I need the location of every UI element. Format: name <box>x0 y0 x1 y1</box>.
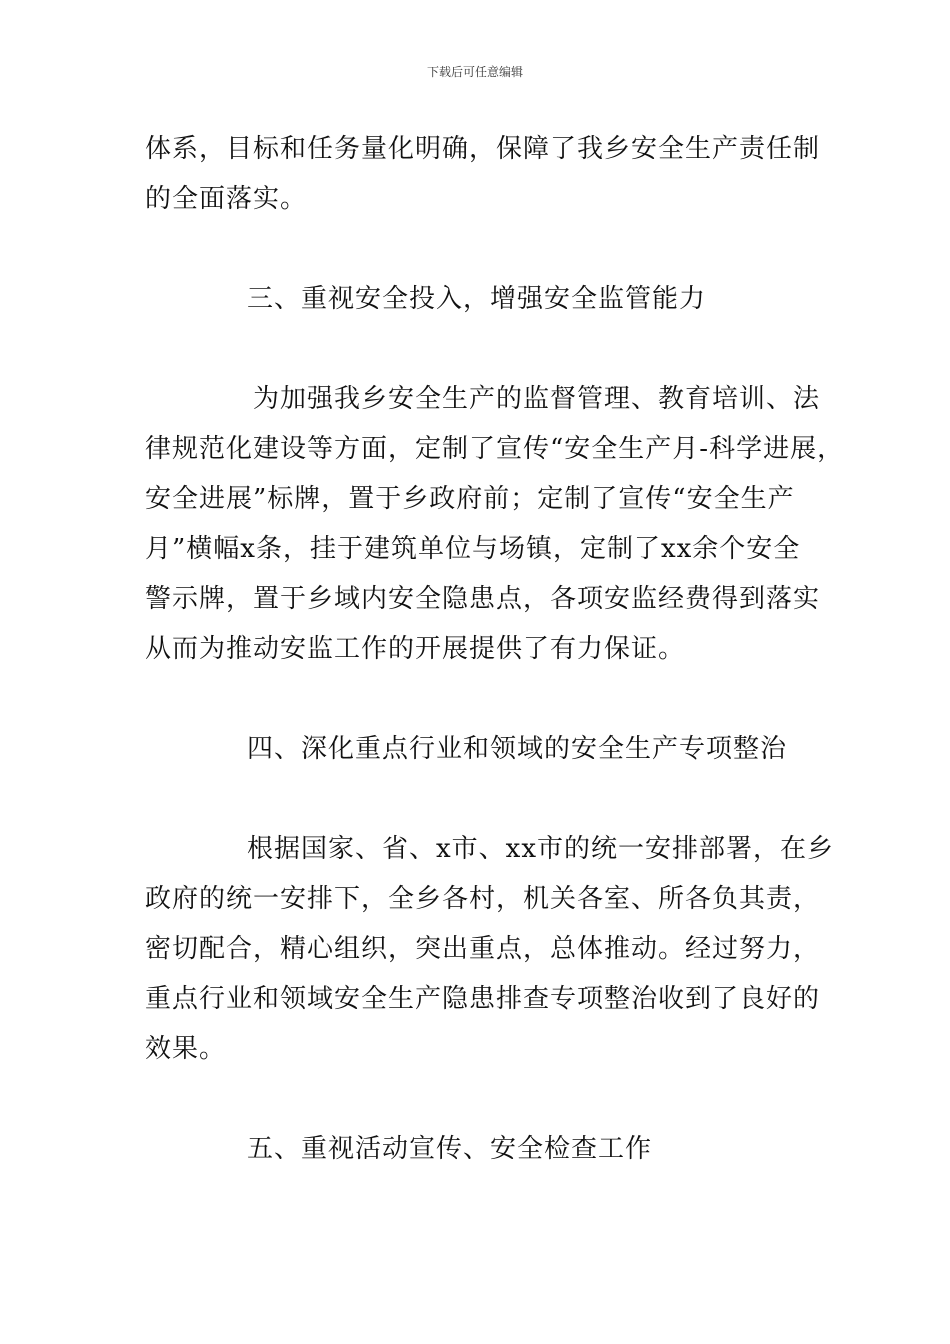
paragraph-spacer <box>145 224 815 274</box>
paragraph-special-rectification <box>145 824 834 1074</box>
text-line: 安全进展”标牌，置于乡政府前；定制了宣传“安全生产 <box>145 484 795 514</box>
heading-text: 三、重视安全投入，增强安全监管能力 <box>247 284 707 314</box>
paragraph-spacer <box>145 324 815 374</box>
text-line: 根据国家、省、x市、xx市的统一安排部署，在乡 <box>247 834 834 864</box>
text-line: 为加强我乡安全生产的监督管理、教育培训、法 <box>253 384 821 414</box>
paragraph-spacer <box>145 674 815 724</box>
heading-text: 五、重视活动宣传、安全检查工作 <box>247 1134 653 1164</box>
section-heading-4 <box>145 724 815 774</box>
text-line: 政府的统一安排下，全乡各村，机关各室、所各负其责， <box>145 884 821 914</box>
text-line: 体系，目标和任务量化明确，保障了我乡安全生产责任制 <box>145 134 821 164</box>
text-line: 效果。 <box>145 1034 227 1064</box>
text-line: 重点行业和领域安全生产隐患排查专项整治收到了良好的 <box>145 984 821 1014</box>
paragraph-spacer <box>145 1074 815 1124</box>
text-line: 的全面落实。 <box>145 184 308 214</box>
section-heading-5 <box>145 1124 815 1174</box>
heading-text: 四、深化重点行业和领域的安全生产专项整治 <box>247 734 788 764</box>
text-line: 律规范化建设等方面，定制了宣传“安全生产月-科学进展， <box>145 434 845 464</box>
text-line: 密切配合，精心组织，突出重点，总体推动。经过努力， <box>145 934 821 964</box>
paragraph-safety-investment <box>145 374 845 674</box>
text-line: 月”横幅x条，挂于建筑单位与场镇，定制了xx余个安全 <box>145 534 801 564</box>
section-heading-3 <box>145 274 815 324</box>
page-header-note: 下载后可任意编辑 <box>426 65 523 79</box>
text-line: 从而为推动安监工作的开展提供了有力保证。 <box>145 634 686 664</box>
text-line: 警示牌，置于乡域内安全隐患点，各项安监经费得到落实 <box>145 584 821 614</box>
paragraph-responsibility-system <box>145 124 821 224</box>
paragraph-spacer <box>145 774 815 824</box>
document-body <box>145 124 845 1174</box>
